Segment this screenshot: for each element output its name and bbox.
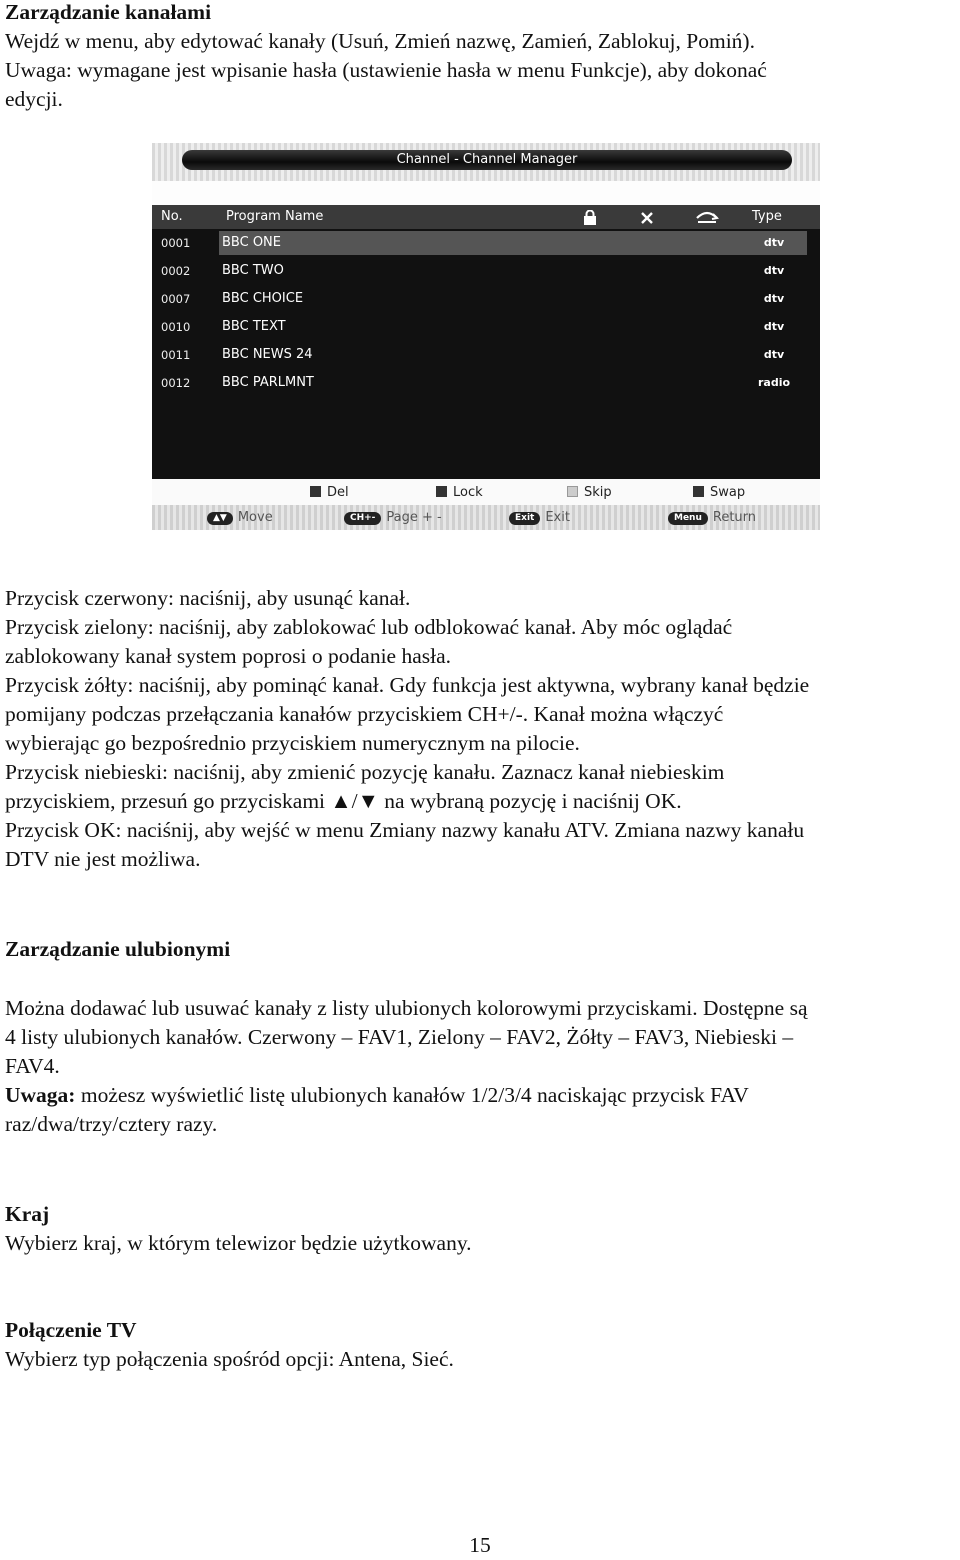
screen-title: Channel - Channel Manager [396, 152, 578, 167]
button-text-line: Przycisk czerwony: naciśnij, aby usunąć kanał. [5, 586, 411, 610]
page-number: 15 [469, 1533, 491, 1557]
arrow-keys-icon: ▲▼ [207, 512, 233, 525]
channel-number: 0012 [161, 376, 191, 390]
button-text-line: Przycisk żółty: naciśnij, aby pominąć kanał. Gdy funkcja jest aktywna, wybrany kanał będzie [5, 673, 810, 697]
hint-move: ▲▼ Move [207, 509, 273, 526]
favorites-line: 4 listy ulubionych kanałów. Czerwony – FAV1, Zielony – FAV2, Żółty – FAV3, Niebieski – [5, 1025, 794, 1049]
button-text-line: zablokowany kanał system poprosi o podanie hasła. [5, 644, 452, 668]
screen-footer [152, 505, 820, 530]
legend-swap: Swap [693, 485, 745, 501]
button-text-line: przyciskiem, przesuń go przyciskami ▲/▼ na wybraną pozycję i naciśnij OK. [5, 789, 682, 813]
channel-list-header [152, 205, 820, 229]
channel-type: dtv [763, 320, 785, 333]
button-text-line: Przycisk zielony: naciśnij, aby zablokować lub odblokować kanał. Aby móc oglądać [5, 615, 733, 639]
button-text-line: DTV nie jest możliwa. [5, 847, 201, 871]
button-text-line: Przycisk niebieski: naciśnij, aby zmienić pozycję kanału. Zaznacz kanał niebieskim [5, 760, 725, 784]
intro-line-2: Uwaga: wymagane jest wpisanie hasła (ustawienie hasła w menu Funkcje), aby dokonać [5, 58, 767, 82]
intro-line-3: edycji. [5, 87, 63, 111]
button-text-line: Przycisk OK: naciśnij, aby wejść w menu Zmiany nazwy kanału ATV. Zmiana nazwy kanału [5, 818, 805, 842]
screen-title-bar [152, 143, 820, 181]
channel-number: 0002 [161, 264, 191, 278]
note-text: możesz wyświetlić listę ulubionych kanałów 1/2/3/4 naciskając przycisk FAV [75, 1083, 749, 1107]
green-key-swatch [436, 486, 447, 497]
channel-row[interactable] [152, 343, 820, 367]
channel-name: BBC TWO [222, 263, 284, 278]
channel-name: BBC ONE [219, 231, 807, 255]
note-label: Uwaga: [5, 1083, 76, 1107]
column-no: No. [161, 209, 183, 224]
country-text: Wybierz kraj, w którym telewizor będzie użytkowany. [5, 1231, 472, 1255]
favorites-note [5, 1081, 749, 1110]
section-title-favorites: Zarządzanie ulubionymi [5, 937, 231, 961]
channel-name: BBC NEWS 24 [222, 347, 313, 362]
red-key-swatch [310, 486, 321, 497]
channel-name: BBC TEXT [222, 319, 286, 334]
ch-key-icon: CH+- [344, 512, 381, 525]
channel-name: BBC CHOICE [222, 291, 304, 306]
section-title-country: Kraj [5, 1202, 50, 1226]
channel-type: dtv [763, 264, 785, 277]
hint-page: CH+- Page + - [344, 509, 442, 526]
menu-key-icon: Menu [668, 512, 708, 525]
exit-key-icon: Exit [509, 512, 540, 525]
channel-manager-screenshot [152, 143, 820, 530]
hint-return: Menu Return [668, 509, 756, 526]
section-title-tv-connection: Połączenie TV [5, 1318, 137, 1342]
channel-row[interactable] [152, 371, 820, 395]
channel-row[interactable] [152, 259, 820, 283]
tv-connection-text: Wybierz typ połączenia spośród opcji: Antena, Sieć. [5, 1347, 454, 1371]
channel-row[interactable] [152, 315, 820, 339]
button-text-line: wybierając go bezpośrednio przyciskiem numerycznym na pilocie. [5, 731, 580, 755]
channel-type: dtv [763, 292, 785, 305]
channel-type: radio [757, 376, 791, 389]
channel-number: 0001 [161, 236, 191, 250]
legend-skip: Skip [567, 485, 612, 501]
channel-type: dtv [763, 348, 785, 361]
hint-exit: Exit Exit [509, 509, 570, 526]
favorites-note-line-2: raz/dwa/trzy/cztery razy. [5, 1112, 218, 1136]
column-program-name: Program Name [226, 209, 324, 224]
button-text-line: pomijany podczas przełączania kanałów przyciskiem CH+/-. Kanał można włączyć [5, 702, 724, 726]
channel-number: 0010 [161, 320, 191, 334]
yellow-key-swatch [567, 486, 578, 497]
channel-type: dtv [763, 236, 785, 249]
channel-list [152, 205, 820, 479]
channel-row[interactable] [152, 287, 820, 311]
channel-row[interactable] [152, 231, 820, 255]
legend-del: Del [310, 485, 349, 501]
channel-number: 0011 [161, 348, 191, 362]
intro-line-1: Wejdź w menu, aby edytować kanały (Usuń, Zmień nazwę, Zamień, Zablokuj, Pomiń). [5, 29, 755, 53]
favorites-line: FAV4. [5, 1054, 60, 1078]
channel-name: BBC PARLMNT [222, 375, 314, 390]
column-type: Type [752, 209, 782, 224]
section-title-channel-management: Zarządzanie kanałami [5, 0, 212, 24]
favorites-line: Można dodawać lub usuwać kanały z listy ulubionych kolorowymi przyciskami. Dostępne są [5, 996, 808, 1020]
blue-key-swatch [693, 486, 704, 497]
legend-lock: Lock [436, 485, 483, 501]
channel-number: 0007 [161, 292, 191, 306]
color-key-legend [152, 479, 820, 505]
